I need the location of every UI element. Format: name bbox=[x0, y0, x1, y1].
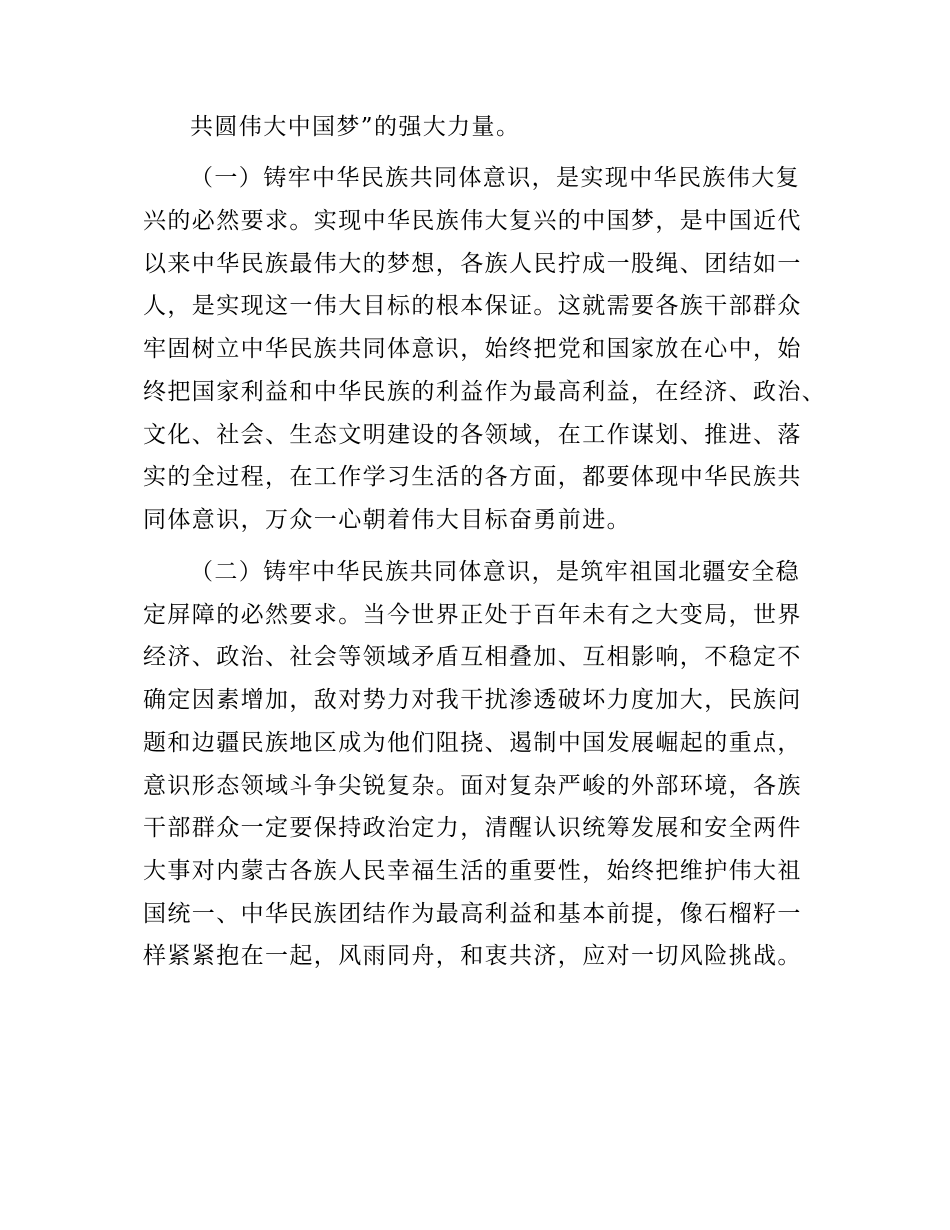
text-line: 意识形态领域斗争尖锐复杂。面对复杂严峻的外部环境，各族 bbox=[143, 773, 802, 799]
text-line: 定屏障的必然要求。当今世界正处于百年未有之大变局，世界 bbox=[143, 602, 802, 628]
text-line: 兴的必然要求。实现中华民族伟大复兴的中国梦，是中国近代 bbox=[143, 208, 802, 234]
text-line: 终把国家利益和中华民族的利益作为最高利益，在经济、政治、 bbox=[143, 379, 827, 405]
text-line: 大事对内蒙古各族人民幸福生活的重要性，始终把维护伟大祖 bbox=[143, 858, 802, 884]
text-line: 牢固树立中华民族共同体意识，始终把党和国家放在心中，始 bbox=[143, 336, 802, 362]
text-line: （一）铸牢中华民族共同体意识，是实现中华民族伟大复 bbox=[190, 165, 800, 191]
text-line: 确定因素增加，敌对势力对我干扰渗透破坏力度加大，民族问 bbox=[143, 687, 802, 713]
text-line: 经济、政治、社会等领域矛盾互相叠加、互相影响，不稳定不 bbox=[143, 644, 802, 670]
text-line: 人，是实现这一伟大目标的根本保证。这就需要各族干部群众 bbox=[143, 293, 802, 319]
text-line: 以来中华民族最伟大的梦想，各族人民拧成一股绳、团结如一 bbox=[143, 251, 802, 277]
text-line: （二）铸牢中华民族共同体意识，是筑牢祖国北疆安全稳 bbox=[190, 559, 800, 585]
text-line: 同体意识，万众一心朝着伟大目标奋勇前进。 bbox=[143, 507, 631, 533]
text-line: 共圆伟大中国梦”的强大力量。 bbox=[190, 114, 521, 140]
text-line: 样紧紧抱在一起，风雨同舟，和衷共济，应对一切风险挑战。 bbox=[143, 943, 802, 969]
text-line: 题和边疆民族地区成为他们阻挠、遏制中国发展崛起的重点， bbox=[143, 730, 802, 756]
text-line: 文化、社会、生态文明建设的各领域，在工作谋划、推进、落 bbox=[143, 422, 802, 448]
text-line: 干部群众一定要保持政治定力，清醒认识统筹发展和安全两件 bbox=[143, 815, 802, 841]
text-line: 国统一、中华民族团结作为最高利益和基本前提，像石榴籽一 bbox=[143, 901, 802, 927]
text-line: 实的全过程，在工作学习生活的各方面，都要体现中华民族共 bbox=[143, 464, 802, 490]
